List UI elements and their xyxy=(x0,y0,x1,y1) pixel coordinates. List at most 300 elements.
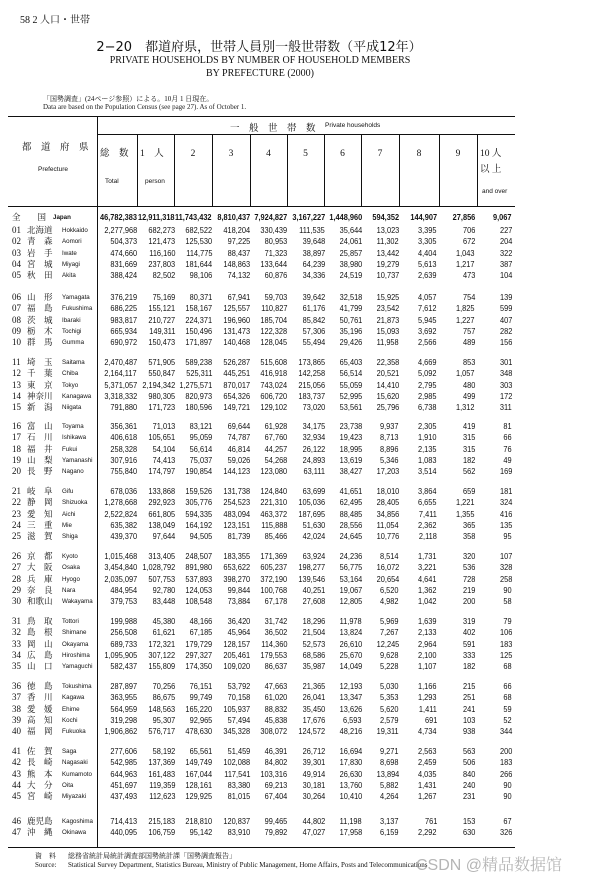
value-text: 102,088 xyxy=(223,757,250,768)
value-text: 24,519 xyxy=(339,270,362,281)
prefecture-name-jp: 徳 島 xyxy=(27,682,53,692)
value-text: 1,015,468 xyxy=(104,551,137,561)
value-text: 1,312 xyxy=(456,402,475,413)
prefecture-name-jp: 栃 木 xyxy=(27,326,53,337)
value-text: 678,036 xyxy=(110,486,137,496)
column-header-2: 1 人 xyxy=(140,149,164,159)
value-text: 173,865 xyxy=(298,357,325,367)
value-text: 248,507 xyxy=(185,551,212,561)
value-text: 83,121 xyxy=(189,421,212,431)
value-text: 128,045 xyxy=(260,337,287,348)
prefecture-code: 26 xyxy=(12,551,21,561)
value-text: 123,080 xyxy=(260,466,287,477)
column-divider xyxy=(439,134,440,206)
value-text: 59 xyxy=(503,703,512,714)
value-text: 525,311 xyxy=(185,368,212,379)
value-text: 71,013 xyxy=(152,421,175,431)
prefecture-name-jp: 千 葉 xyxy=(27,369,53,380)
value-text: 88,832 xyxy=(264,703,287,714)
value-text: 66 xyxy=(503,681,512,691)
source-label-jp: 資 料 xyxy=(35,852,56,860)
value-text: 227 xyxy=(499,225,512,235)
prefecture-name-en: Fukui xyxy=(62,445,78,453)
value-text: 59,703 xyxy=(264,292,287,302)
prefecture-code: 27 xyxy=(12,562,21,573)
value-text: 25,670 xyxy=(339,649,362,660)
prefecture-name-en: Hyogo xyxy=(62,575,80,583)
prefecture-code: 18 xyxy=(12,443,21,454)
value-text: 68 xyxy=(503,692,512,703)
value-text: 499 xyxy=(462,390,475,401)
value-cell xyxy=(467,715,512,725)
prefecture-name-en: Miyazaki xyxy=(62,793,87,801)
prefecture-code: 15 xyxy=(12,402,21,413)
value-text: 58 xyxy=(503,596,512,607)
prefecture-name-jp: 兵 庫 xyxy=(27,574,53,585)
value-text: 76,151 xyxy=(189,681,212,691)
value-text: 45,838 xyxy=(264,714,287,725)
prefecture-name-jp: 佐 賀 xyxy=(27,747,53,757)
value-text: 11,958 xyxy=(376,337,399,348)
value-text: 2,164,117 xyxy=(104,368,137,379)
value-text: 204 xyxy=(499,236,512,247)
value-text: 26,610 xyxy=(339,638,362,649)
value-text: 36,502 xyxy=(264,627,287,638)
value-text: 307,122 xyxy=(148,649,175,660)
value-text: 109,020 xyxy=(223,661,250,672)
value-text: 3,395 xyxy=(418,225,437,235)
table-bottom-rule xyxy=(8,847,515,848)
prefecture-name-jp: 長 崎 xyxy=(27,758,53,769)
value-cell xyxy=(467,520,512,530)
value-text: 39,642 xyxy=(302,292,325,302)
value-text: 445,251 xyxy=(223,368,250,379)
value-text: 562 xyxy=(462,466,475,477)
prefecture-name-en: Nagasaki xyxy=(62,759,88,767)
value-text: 99,844 xyxy=(227,584,250,595)
value-text: 28,556 xyxy=(339,519,362,530)
value-cell xyxy=(467,212,512,222)
prefecture-name-jp: 静 岡 xyxy=(27,498,53,509)
value-text: 7,411 xyxy=(419,508,437,519)
prefecture-code: 11 xyxy=(12,357,21,367)
value-text: 938 xyxy=(462,726,475,737)
prefecture-name-en: Okayama xyxy=(62,640,89,648)
value-text: 2,194,342 xyxy=(142,379,175,390)
value-text: 129,925 xyxy=(185,791,212,802)
value-text: 416 xyxy=(499,508,512,519)
value-text: 92,780 xyxy=(152,584,175,595)
prefecture-name-en: Oita xyxy=(62,781,74,789)
value-text: 62,495 xyxy=(339,497,362,508)
value-text: 319 xyxy=(462,616,475,626)
prefecture-name-en: Mie xyxy=(62,521,72,529)
value-text: 156 xyxy=(499,337,512,348)
value-text: 356,361 xyxy=(110,421,137,431)
value-text: 379,753 xyxy=(110,596,137,607)
value-text: 7,924,827 xyxy=(254,212,287,222)
value-text: 221,310 xyxy=(260,497,287,508)
value-cell xyxy=(467,337,512,347)
value-text: 75,037 xyxy=(189,454,212,465)
value-text: 155,809 xyxy=(148,661,175,672)
value-text: 3,305 xyxy=(418,236,437,247)
value-text: 125 xyxy=(499,649,512,660)
value-cell xyxy=(467,616,512,626)
value-text: 3,864 xyxy=(418,486,437,496)
value-text: 53,792 xyxy=(227,681,250,691)
value-text: 63,924 xyxy=(302,551,325,561)
value-text: 142,258 xyxy=(298,368,325,379)
value-text: 388,424 xyxy=(110,270,137,281)
value-text: 112,623 xyxy=(148,791,175,802)
value-text: 50,761 xyxy=(339,314,362,325)
prefecture-name-en: Ishikawa xyxy=(62,434,87,442)
value-text: 125,557 xyxy=(223,303,250,314)
value-text: 111,535 xyxy=(299,225,325,235)
value-text: 61,176 xyxy=(302,303,325,314)
prefecture-name-jp: 福 島 xyxy=(27,304,53,315)
value-text: 691 xyxy=(424,714,437,725)
value-text: 97,225 xyxy=(227,236,250,247)
value-text: 46,814 xyxy=(227,443,250,454)
value-text: 3,221 xyxy=(418,562,437,573)
value-text: 34,856 xyxy=(376,508,399,519)
value-text: 9,937 xyxy=(380,421,399,431)
value-text: 46,391 xyxy=(264,746,287,756)
value-text: 167,044 xyxy=(185,768,212,779)
column-divider xyxy=(137,134,138,206)
column-header-1: 総 数 xyxy=(100,149,129,159)
value-text: 1,275,571 xyxy=(179,379,212,390)
value-text: 108,548 xyxy=(185,596,212,607)
value-text: 536 xyxy=(462,562,475,573)
value-text: 483,094 xyxy=(223,508,250,519)
value-text: 344 xyxy=(499,726,512,737)
value-cell xyxy=(467,661,512,671)
value-text: 110,827 xyxy=(260,303,287,314)
prefecture-name-jp: 新 潟 xyxy=(27,403,53,414)
value-text: 11,978 xyxy=(339,616,362,626)
value-text: 114,360 xyxy=(260,638,287,649)
prefecture-name-jp: 東 京 xyxy=(27,380,53,391)
prefecture-name-en: Tokyo xyxy=(62,381,79,389)
prefecture-name-jp: 山 口 xyxy=(27,662,53,673)
column-divider xyxy=(174,134,175,206)
value-text: 63,699 xyxy=(302,486,325,496)
source-text-jp: 総務省統計局統計調査部国勢統計課「国勢調査報告」 xyxy=(68,852,236,860)
value-text: 2,118 xyxy=(419,531,437,542)
value-text: 313,405 xyxy=(148,551,175,561)
value-text: 81,015 xyxy=(227,791,250,802)
value-text: 5,030 xyxy=(380,681,399,691)
prefecture-name-jp: 青 森 xyxy=(27,237,53,248)
value-text: 105,036 xyxy=(298,497,325,508)
value-text: 17,676 xyxy=(302,714,325,725)
value-text: 4,035 xyxy=(418,768,437,779)
prefecture-name-en: Aichi xyxy=(62,510,76,518)
value-text: 258,328 xyxy=(110,443,137,454)
value-text: 1,095,905 xyxy=(104,649,137,660)
value-text: 31,742 xyxy=(264,616,287,626)
value-text: 2,292 xyxy=(418,827,437,838)
value-text: 104 xyxy=(499,270,512,281)
value-text: 114,775 xyxy=(185,247,212,258)
prefecture-name-en: Iwate xyxy=(62,249,77,257)
value-text: 95,142 xyxy=(189,827,212,838)
value-text: 38,427 xyxy=(339,466,362,477)
value-cell xyxy=(467,497,512,507)
prefecture-name-en: Kumamoto xyxy=(62,770,92,778)
value-text: 2,459 xyxy=(418,757,437,768)
value-text: 47,027 xyxy=(302,827,325,838)
value-text: 315 xyxy=(462,432,475,443)
value-text: 10,737 xyxy=(376,270,399,281)
prefecture-name-en: Yamagata xyxy=(62,294,90,301)
column-header-4: 3 xyxy=(228,149,234,159)
prefecture-name-jp: 大 分 xyxy=(27,780,53,791)
value-text: 1,221 xyxy=(456,497,475,508)
value-text: 27,608 xyxy=(302,596,325,607)
value-text: 5,882 xyxy=(380,779,399,790)
group-header-rule xyxy=(97,134,515,135)
value-text: 179,729 xyxy=(185,638,212,649)
value-text: 49 xyxy=(503,454,512,465)
prefecture-code: 07 xyxy=(12,303,21,314)
column-divider xyxy=(212,134,213,206)
prefecture-name-jp: 山 梨 xyxy=(27,455,53,466)
value-text: 406,618 xyxy=(110,432,137,443)
value-cell xyxy=(467,466,512,476)
value-text: 183,737 xyxy=(298,390,325,401)
value-text: 706 xyxy=(462,225,475,235)
value-text: 215,183 xyxy=(148,816,175,826)
value-text: 52,573 xyxy=(302,638,325,649)
value-text: 200 xyxy=(499,746,512,756)
value-text: 18,296 xyxy=(302,616,325,626)
value-text: 38,980 xyxy=(339,258,362,269)
value-text: 282 xyxy=(499,325,512,336)
prefecture-code: 28 xyxy=(12,573,21,584)
value-text: 24,236 xyxy=(339,551,362,561)
value-text: 831,669 xyxy=(110,258,137,269)
value-text: 18,995 xyxy=(339,443,362,454)
value-text: 473 xyxy=(462,270,475,281)
value-text: 3,167,227 xyxy=(292,212,325,222)
value-text: 1,107 xyxy=(418,661,437,672)
value-text: 63,111 xyxy=(303,466,325,477)
value-text: 251 xyxy=(462,692,475,703)
value-text: 1,042 xyxy=(418,596,437,607)
value-text: 891,980 xyxy=(185,562,212,573)
value-text: 125,530 xyxy=(185,236,212,247)
value-text: 30,181 xyxy=(302,779,325,790)
column-header-6: 5 xyxy=(303,149,308,159)
value-text: 320 xyxy=(462,551,475,561)
prefecture-code: 38 xyxy=(12,703,21,714)
value-text: 665,934 xyxy=(110,325,137,336)
prefecture-name-en: Shiga xyxy=(62,533,78,541)
value-text: 74,132 xyxy=(227,270,250,281)
value-text: 24,893 xyxy=(302,454,325,465)
prefecture-code: 09 xyxy=(12,325,21,336)
value-text: 40,251 xyxy=(302,584,325,595)
value-text: 358 xyxy=(462,531,475,542)
value-cell xyxy=(467,639,512,649)
value-text: 139,546 xyxy=(298,573,325,584)
value-text: 563 xyxy=(462,746,475,756)
prefecture-name-jp: 京 都 xyxy=(27,552,53,562)
value-text: 57,306 xyxy=(302,325,325,336)
value-text: 7,267 xyxy=(380,627,399,638)
value-cell xyxy=(467,380,512,390)
prefecture-code: 22 xyxy=(12,497,21,508)
value-text: 73,020 xyxy=(302,402,325,413)
value-text: 322 xyxy=(499,247,512,258)
value-text: 506 xyxy=(462,757,475,768)
prefecture-name-en: Osaka xyxy=(62,564,80,572)
prefecture-code: 03 xyxy=(12,247,21,258)
value-text: 4,982 xyxy=(380,596,399,607)
value-text: 2,795 xyxy=(418,379,437,390)
value-text: 128,161 xyxy=(185,779,212,790)
value-text: 258 xyxy=(499,573,512,584)
value-text: 5,346 xyxy=(380,454,399,465)
value-text: 187,695 xyxy=(298,508,325,519)
value-text: 205,461 xyxy=(223,649,250,660)
value-text: 103 xyxy=(462,714,475,725)
value-text: 219 xyxy=(462,584,475,595)
value-text: 599 xyxy=(499,303,512,314)
value-cell xyxy=(467,627,512,637)
value-text: 38,897 xyxy=(302,247,325,258)
value-text: 98,106 xyxy=(189,270,212,281)
value-text: 15,925 xyxy=(376,292,399,302)
value-text: 11,302 xyxy=(376,236,399,247)
value-cell xyxy=(467,368,512,378)
value-cell xyxy=(467,259,512,269)
prefecture-name-en: Kagoshima xyxy=(62,818,93,825)
value-text: 215 xyxy=(462,681,475,691)
prefecture-name-jp: 愛 媛 xyxy=(27,704,53,715)
value-text: 376,219 xyxy=(110,292,137,302)
value-cell xyxy=(467,315,512,325)
value-text: 183,355 xyxy=(223,551,250,561)
value-text: 635,382 xyxy=(110,519,137,530)
value-text: 200 xyxy=(462,596,475,607)
prefecture-name-en: Kochi xyxy=(62,716,78,724)
column-header-11: 10 人 以 上 xyxy=(480,149,502,175)
group-header-en: Private households xyxy=(325,122,381,129)
value-text: 44,257 xyxy=(264,443,287,454)
value-text: 26,630 xyxy=(339,768,362,779)
prefecture-code: 24 xyxy=(12,519,21,530)
prefecture-name-en: Chiba xyxy=(62,370,79,378)
value-text: 10,776 xyxy=(376,531,399,542)
value-text: 1,411 xyxy=(419,703,437,714)
value-text: 103,316 xyxy=(260,768,287,779)
column-header-8: 7 xyxy=(377,149,383,159)
value-text: 2,277,968 xyxy=(104,225,137,235)
value-text: 1,227 xyxy=(456,314,475,325)
value-text: 653,622 xyxy=(223,562,250,573)
prefecture-name-jp: 岐 阜 xyxy=(27,487,53,497)
value-text: 761 xyxy=(424,816,437,826)
value-text: 60,876 xyxy=(264,270,287,281)
value-text: 2,563 xyxy=(418,746,437,756)
value-text: 661,805 xyxy=(148,508,175,519)
value-text: 41,651 xyxy=(339,486,362,496)
value-text: 164,192 xyxy=(185,519,212,530)
prefecture-code: 12 xyxy=(12,368,21,379)
value-text: 181,644 xyxy=(185,258,212,269)
prefecture-code: 10 xyxy=(12,337,21,348)
value-text: 120,837 xyxy=(223,816,250,826)
value-text: 372,190 xyxy=(260,573,287,584)
value-cell xyxy=(467,574,512,584)
value-text: 287,897 xyxy=(110,681,137,691)
value-text: 5,371,057 xyxy=(104,379,137,390)
value-text: 80,953 xyxy=(264,236,287,247)
prefecture-name-jp: 埼 玉 xyxy=(27,358,53,368)
value-cell xyxy=(467,486,512,496)
value-text: 308,072 xyxy=(260,726,287,737)
prefecture-name-jp: 石 川 xyxy=(27,433,53,444)
value-text: 2,305 xyxy=(418,421,437,431)
prefecture-code: 13 xyxy=(12,379,21,390)
value-text: 15,620 xyxy=(376,390,399,401)
prefecture-name-jp: 愛 知 xyxy=(27,509,53,520)
prefecture-name-en: Yamaguchi xyxy=(62,663,93,671)
value-text: 79 xyxy=(503,616,512,626)
value-text: 10,410 xyxy=(339,791,362,802)
value-text: 328 xyxy=(499,562,512,573)
prefecture-name-en: Shizuoka xyxy=(62,499,88,507)
value-text: 55,059 xyxy=(339,379,362,390)
prefecture-name-en: Nara xyxy=(62,586,76,594)
value-cell xyxy=(467,421,512,431)
value-text: 79,892 xyxy=(264,827,287,838)
value-text: 26,122 xyxy=(302,443,325,454)
prefecture-name-jp: 長 野 xyxy=(27,467,53,478)
value-cell xyxy=(467,827,512,837)
value-text: 56,775 xyxy=(339,562,362,573)
value-text: 13,824 xyxy=(339,627,362,638)
value-text: 1,043 xyxy=(456,247,475,258)
value-text: 20,654 xyxy=(376,573,399,584)
value-text: 12,245 xyxy=(376,638,399,649)
value-text: 689,733 xyxy=(110,638,137,649)
prefecture-name-jp: 香 川 xyxy=(27,693,53,704)
value-text: 484,954 xyxy=(110,584,137,595)
value-text: 714,413 xyxy=(110,816,137,826)
value-cell xyxy=(467,509,512,519)
value-text: 630 xyxy=(462,827,475,838)
value-text: 418,204 xyxy=(223,225,250,235)
value-text: 53,561 xyxy=(339,402,362,413)
value-text: 80,371 xyxy=(189,292,212,302)
value-text: 12,911,318 xyxy=(138,212,175,222)
prefecture-name-jp: 鳥 取 xyxy=(27,617,53,627)
value-text: 659 xyxy=(462,486,475,496)
value-text: 116,160 xyxy=(148,247,175,258)
column-divider xyxy=(250,134,251,206)
value-text: 2,522,824 xyxy=(104,508,137,519)
prefecture-code: 20 xyxy=(12,466,21,477)
value-text: 64,239 xyxy=(302,258,325,269)
value-text: 83,380 xyxy=(227,779,250,790)
value-text: 105,937 xyxy=(223,703,250,714)
